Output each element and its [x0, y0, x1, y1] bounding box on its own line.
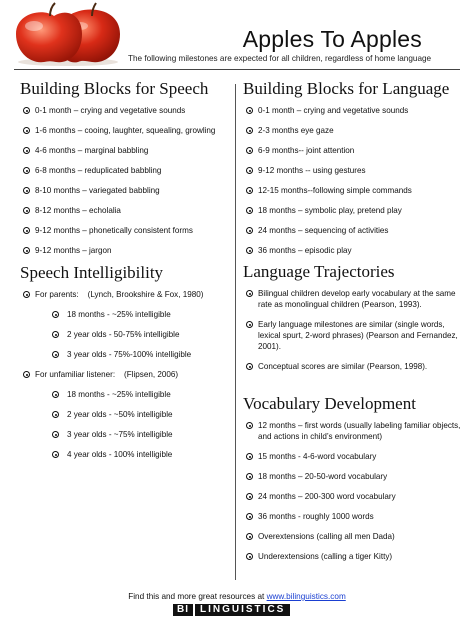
section-heading: Building Blocks for Language	[243, 79, 450, 98]
list-item	[20, 225, 232, 236]
list-item	[243, 319, 463, 352]
list-item-text: Early language milestones are similar (single words, lexical spurt, 2-word phrases) (Pearson and Fernandez, 2001).	[258, 320, 458, 351]
list-item	[243, 491, 463, 502]
list-item	[20, 145, 232, 156]
list-item	[20, 165, 232, 176]
list-item-text: 18 months - ~25% intelligible	[67, 310, 171, 319]
list-item-text: 18 months – symbolic play, pretend play	[258, 206, 402, 215]
vocabulary-list	[243, 420, 463, 562]
list-item	[49, 329, 232, 340]
list-item-text: 6-8 months – reduplicated babbling	[35, 166, 162, 175]
list-item-text: 3 year olds - 75%-100% intelligible	[67, 350, 192, 359]
list-item	[243, 165, 463, 176]
list-item	[243, 361, 463, 372]
list-item-text: 2-3 months eye gaze	[258, 126, 334, 135]
bullet-icon	[246, 290, 253, 297]
list-item	[243, 471, 463, 482]
list-item	[49, 309, 232, 320]
list-item-text: 0-1 month – crying and vegetative sounds	[35, 106, 186, 115]
bullet-icon	[246, 207, 253, 214]
bullet-icon	[52, 411, 59, 418]
list-item	[49, 389, 232, 400]
bullet-icon	[246, 533, 253, 540]
bullet-icon	[52, 351, 59, 358]
list-item-text: Overextensions (calling all men Dada)	[258, 532, 395, 541]
list-item	[20, 185, 232, 196]
bullet-icon	[23, 107, 30, 114]
language-trajectories	[243, 262, 463, 381]
list-item	[243, 511, 463, 522]
apples-illustration	[8, 2, 126, 66]
list-item-text: 8-10 months – variegated babbling	[35, 186, 160, 195]
list-item	[243, 125, 463, 136]
website-link[interactable]: www.bilinguistics.com	[266, 592, 346, 601]
page-title: Apples To Apples	[242, 26, 422, 52]
bullet-icon	[246, 127, 253, 134]
list-item-text: 4-6 months – marginal babbling	[35, 146, 149, 155]
footer-text	[0, 592, 474, 601]
language-building-blocks	[243, 79, 463, 265]
list-item	[20, 245, 232, 256]
bullet-icon	[52, 451, 59, 458]
section-heading: Building Blocks for Speech	[20, 79, 209, 98]
list-item	[20, 205, 232, 216]
bullet-icon	[52, 331, 59, 338]
list-item-text: 9-12 months – jargon	[35, 246, 112, 255]
bullet-icon	[246, 227, 253, 234]
list-item	[243, 245, 463, 256]
bullet-icon	[246, 473, 253, 480]
page-header	[0, 0, 474, 72]
vocabulary-development	[243, 394, 463, 571]
footer-label: Find this and more great resources at	[128, 592, 267, 601]
bullet-icon	[246, 167, 253, 174]
list-item	[243, 451, 463, 462]
list-item-text: 18 months - ~25% intelligible	[67, 390, 171, 399]
bullet-icon	[23, 247, 30, 254]
list-item	[20, 105, 232, 116]
section-heading: Vocabulary Development	[243, 394, 416, 413]
bullet-icon	[23, 127, 30, 134]
speech-building-blocks	[20, 79, 232, 265]
list-item-text: 18 months – 20-50-word vocabulary	[258, 472, 388, 481]
bullet-icon	[23, 187, 30, 194]
column-divider	[235, 84, 236, 580]
list-item-text: 2 year olds - 50-75% intelligible	[67, 330, 180, 339]
list-item-text: 36 months - roughly 1000 words	[258, 512, 374, 521]
bullet-icon	[246, 321, 253, 328]
bullet-icon	[246, 147, 253, 154]
list-item-text: 6-9 months-- joint attention	[258, 146, 355, 155]
list-item-text: 9-12 months – phonetically consistent forms	[35, 226, 193, 235]
list-item-text: Conceptual scores are similar (Pearson, 1998).	[258, 362, 428, 371]
bullet-icon	[52, 431, 59, 438]
list-item	[243, 531, 463, 542]
list-item	[243, 551, 463, 562]
bullet-icon	[23, 371, 30, 378]
list-item	[243, 185, 463, 196]
list-item-text: 9-12 months -- using gestures	[258, 166, 366, 175]
header-divider	[14, 69, 460, 70]
bullet-icon	[52, 311, 59, 318]
list-item-text: 3 year olds - ~75% intelligible	[67, 430, 173, 439]
list-item-text: 1-6 months – cooing, laughter, squealing, growling	[35, 126, 216, 135]
bullet-icon	[246, 453, 253, 460]
list-item-text: 12-15 months--following simple commands	[258, 186, 412, 195]
intelligibility-list	[20, 289, 232, 460]
list-item	[20, 125, 232, 136]
list-item	[243, 105, 463, 116]
language-milestone-list	[243, 105, 463, 256]
list-item	[243, 420, 463, 442]
list-item-text: 24 months – 200-300 word vocabulary	[258, 492, 396, 501]
list-item	[20, 289, 232, 360]
list-item	[243, 205, 463, 216]
bullet-icon	[23, 207, 30, 214]
unfamiliar-intelligibility-list	[49, 389, 232, 460]
list-item-text: 36 months – episodic play	[258, 246, 352, 255]
list-item-text: 12 months – first words (usually labeling familiar objects, and actions in child’s environment)	[258, 421, 461, 441]
parents-label: For parents: (Lynch, Brookshire & Fox, 1980)	[35, 290, 204, 299]
speech-milestone-list	[20, 105, 232, 256]
list-item-text: 0-1 month – crying and vegetative sounds	[258, 106, 409, 115]
list-item-text: Bilingual children develop early vocabulary at the same rate as monolingual children (Pearson, 1993).	[258, 289, 456, 309]
list-item-text: Underextensions (calling a tiger Kitty)	[258, 552, 393, 561]
unfamiliar-label: For unfamiliar listener: (Flipsen, 2006)	[35, 370, 179, 379]
section-heading: Language Trajectories	[243, 262, 395, 281]
list-item-text: 15 months - 4-6-word vocabulary	[258, 452, 377, 461]
list-item	[243, 225, 463, 236]
bullet-icon	[23, 147, 30, 154]
parents-intelligibility-list	[49, 309, 232, 360]
bullet-icon	[246, 513, 253, 520]
list-item	[20, 369, 232, 460]
bullet-icon	[23, 167, 30, 174]
section-heading: Speech Intelligibility	[20, 263, 164, 282]
list-item	[49, 409, 232, 420]
bullet-icon	[246, 187, 253, 194]
bullet-icon	[246, 107, 253, 114]
bilinguistics-logo	[173, 604, 290, 616]
bullet-icon	[246, 493, 253, 500]
list-item-text: 2 year olds - ~50% intelligible	[67, 410, 173, 419]
bullet-icon	[246, 553, 253, 560]
list-item	[49, 429, 232, 440]
page-subtitle: The following milestones are expected for all children, regardless of home language	[128, 54, 432, 63]
list-item	[49, 349, 232, 360]
list-item	[243, 288, 463, 310]
list-item	[243, 145, 463, 156]
list-item	[49, 449, 232, 460]
bullet-icon	[23, 291, 30, 298]
list-item-text: 8-12 months – echolalia	[35, 206, 121, 215]
bullet-icon	[23, 227, 30, 234]
list-item-text: 4 year olds - 100% intelligible	[67, 450, 173, 459]
bullet-icon	[246, 422, 253, 429]
bullet-icon	[246, 363, 253, 370]
logo-bi: BI	[173, 604, 193, 616]
list-item-text: 24 months – sequencing of activities	[258, 226, 389, 235]
logo-linguistics: LINGUISTICS	[195, 604, 290, 616]
bullet-icon	[52, 391, 59, 398]
trajectory-list	[243, 288, 463, 372]
bullet-icon	[246, 247, 253, 254]
speech-intelligibility	[20, 263, 232, 469]
